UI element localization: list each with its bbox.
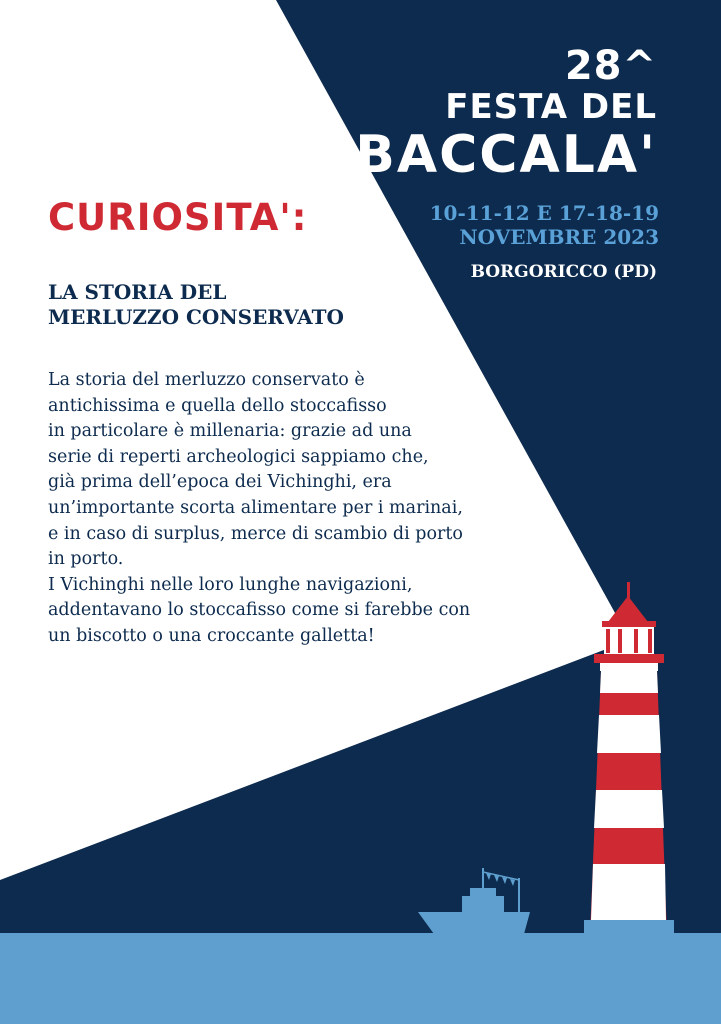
- article-body: [48, 368, 568, 650]
- event-location: BORGORICCO (PD): [470, 262, 657, 282]
- article-body-line: un’importante scorta alimentare per i marinai,: [48, 497, 463, 518]
- article-body-line: e in caso di surplus, merce di scambio di porto: [48, 523, 463, 544]
- article-body-line: in particolare è millenaria: grazie ad una: [48, 421, 412, 442]
- article-subtitle-line: MERLUZZO CONSERVATO: [48, 305, 344, 329]
- article-subtitle: [48, 280, 344, 330]
- article-body-line: serie di reperti archeologici sappiamo che,: [48, 446, 429, 467]
- article-body-line: antichissima e quella dello stoccafisso: [48, 395, 387, 416]
- event-dates-line1: 10-11-12 E 17-18-19: [429, 201, 659, 225]
- article-body-line: in porto.: [48, 549, 124, 570]
- article-body-line: un biscotto o una croccante galletta!: [48, 625, 375, 646]
- article-body-line: addentavano lo stoccafisso come si farebbe con: [48, 600, 471, 621]
- event-title-line2: BACCALA': [355, 125, 657, 185]
- article-subtitle-line: LA STORIA DEL: [48, 280, 227, 304]
- article-body-line: I Vichinghi nelle loro lunghe navigazioni,: [48, 574, 413, 595]
- sea: [0, 933, 721, 1024]
- event-dates-line2: NOVEMBRE 2023: [459, 225, 659, 249]
- article-heading: CURIOSITA':: [48, 196, 308, 239]
- event-dates: [430, 201, 659, 249]
- event-title-line1: FESTA DEL: [445, 87, 657, 127]
- event-edition: 28^: [564, 43, 657, 89]
- article-body-line: già prima dell’epoca dei Vichinghi, era: [48, 472, 392, 493]
- article-body-line: La storia del merluzzo conservato è: [48, 370, 365, 390]
- event-header: [355, 44, 657, 184]
